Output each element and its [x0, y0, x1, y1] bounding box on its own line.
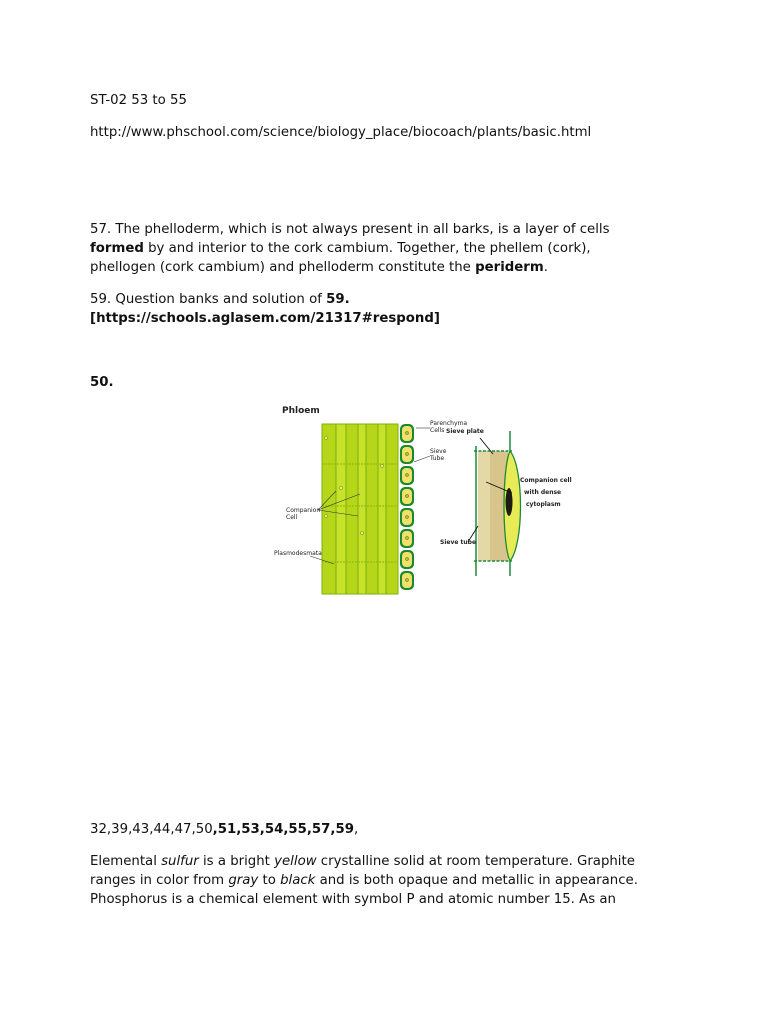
final-text: Elemental [90, 854, 162, 869]
final-line-3 [90, 890, 616, 909]
phloem-diagram [274, 398, 580, 598]
label-plasmodesmata: Plasmodesmata [274, 550, 322, 557]
nucleus-dot [405, 515, 408, 518]
label-sieve-1: Sieve [430, 448, 447, 455]
numbers-bold: ,51,53,54,55,57,59 [212, 822, 354, 837]
nucleus-dot [405, 557, 408, 560]
final-text: and is both opaque and metallic in appearance. [315, 873, 638, 888]
final-italic-sulfur: sulfur [161, 854, 199, 869]
final-line-2 [90, 871, 638, 890]
p59-line-1 [90, 290, 350, 309]
p59-bold-num: 59. [326, 292, 350, 307]
sieve-tube-highlight [478, 451, 490, 561]
p59-link[interactable]: [https://schools.aglasem.com/21317#respond] [90, 311, 440, 326]
companion-cell-column [336, 424, 346, 594]
nucleus-dot [405, 452, 408, 455]
nucleus-dot [405, 494, 408, 497]
label-sieve-2: Tube [430, 455, 445, 462]
p59-text-a: 59. Question banks and solution of [90, 292, 327, 307]
p57-text-c-end: . [543, 260, 548, 275]
label-50 [90, 373, 114, 392]
sieve-tube-column [366, 424, 378, 594]
numbers-tail: , [354, 822, 359, 837]
companion-cell-column [358, 424, 366, 594]
companion-cell-column [378, 424, 386, 594]
p57-periderm: periderm [475, 260, 544, 275]
final-italic-black: black [280, 873, 316, 888]
numbers-plain: 32,39,43,44,47,50 [90, 822, 213, 837]
label-sieve-plate: Sieve plate [446, 428, 484, 435]
header-line: ST-02 53 to 55 [90, 93, 187, 108]
label-sieve-tube-right: Sieve tube [440, 539, 477, 546]
sieve-tube-column [386, 424, 398, 594]
nucleus-dot [324, 436, 327, 439]
numbers-line [90, 820, 358, 839]
p57-line-1 [90, 220, 610, 239]
label-companion-dense-3: cytoplasm [526, 501, 561, 508]
final-line-1 [90, 852, 635, 871]
final-text: ranges in color from [90, 873, 229, 888]
sieve-tube-column [322, 424, 336, 594]
phloem-tissue [322, 424, 414, 594]
final-text: Phosphorus is a chemical element with symbol P and atomic number 15. As an [90, 892, 616, 907]
nucleus-dot [360, 531, 363, 534]
nucleus-dot [405, 473, 408, 476]
parenchyma-cells [400, 424, 414, 590]
sieve-tube-column [346, 424, 358, 594]
p57-text-a: 57. The phelloderm, which is not always present in all barks, is a layer of cells [90, 222, 610, 237]
label-companion-dense-1: Companion cell [520, 477, 572, 484]
p57-text-b: by and interior to the cork cambium. Together, the phellem (cork), [143, 241, 591, 256]
label-companion-dense-2: with dense [524, 489, 562, 496]
final-text: is a bright [198, 854, 275, 869]
nucleus-dot [324, 514, 327, 517]
nucleus-dot [339, 486, 342, 489]
nucleus-dot [405, 536, 408, 539]
label-companion-2: Cell [286, 514, 298, 521]
url-line: http://www.phschool.com/science/biology_place/biocoach/plants/basic.html [90, 125, 592, 140]
label-companion-1: Companion [286, 507, 321, 514]
nucleus-dot [380, 464, 383, 467]
p59-line-2 [90, 309, 440, 328]
label-parenchyma-1: Parenchyma [430, 420, 468, 427]
figure-title: Phloem [282, 406, 320, 416]
p57-text-c: phellogen (cork cambium) and phelloderm constitute the [90, 260, 476, 275]
p57-line-3 [90, 258, 548, 277]
p57-line-2 [90, 239, 591, 258]
final-text: crystalline solid at room temperature. Graphite [316, 854, 635, 869]
sieve-tube-detail [474, 431, 521, 576]
final-italic-yellow: yellow [274, 854, 317, 869]
final-italic-gray: gray [228, 873, 259, 888]
label-parenchyma-2: Cells [430, 427, 445, 434]
label-50-text: 50. [90, 375, 114, 390]
nucleus-dot [405, 578, 408, 581]
nucleus-dot [405, 431, 408, 434]
p57-formed: formed [90, 241, 144, 256]
final-text: to [258, 873, 281, 888]
